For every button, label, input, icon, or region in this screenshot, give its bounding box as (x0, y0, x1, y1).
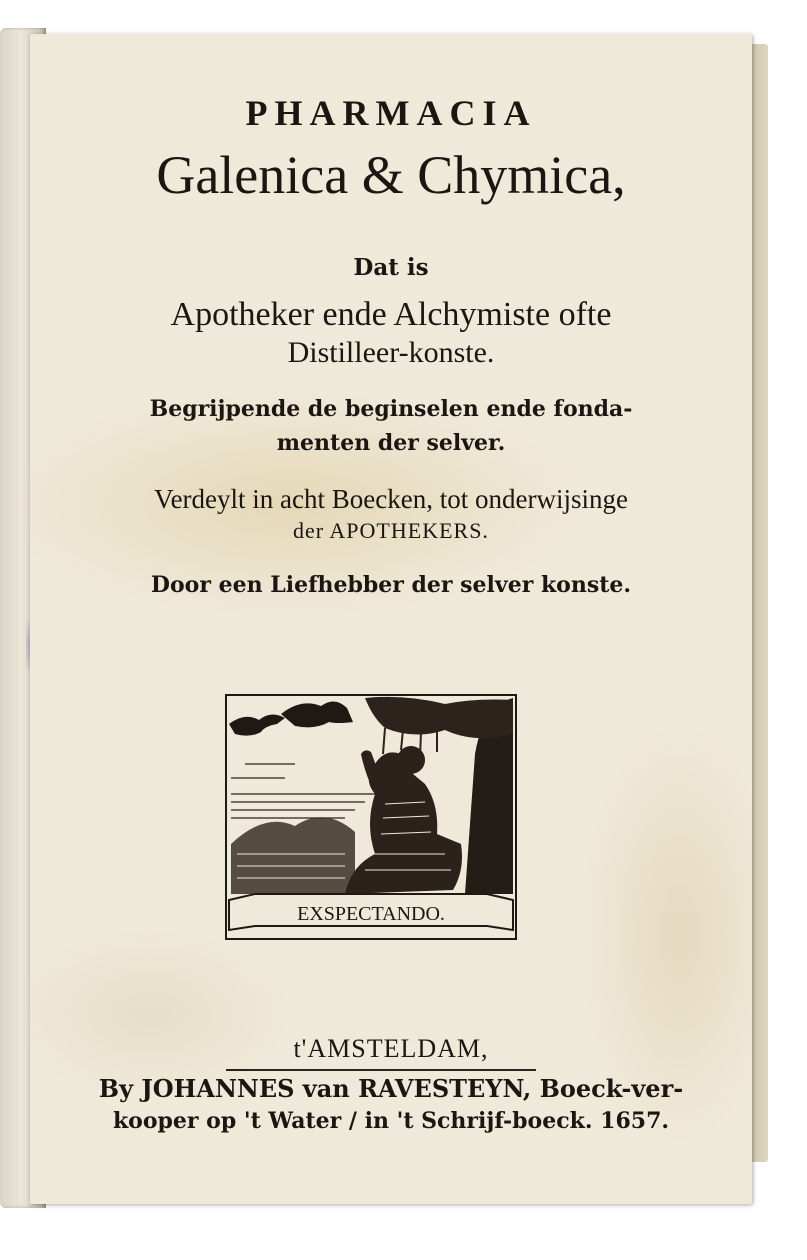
author-line: Door een Liefhebber der selver konste. (150, 572, 632, 598)
dat-is-line: Dat is (353, 254, 429, 281)
device-motto: EXSPECTANDO. (297, 903, 445, 925)
subtitle-line-1: Apotheker ende Alchymiste ofte (170, 296, 612, 333)
title-page (30, 34, 752, 1204)
title-line-1: PHARMACIA (245, 93, 537, 133)
imprint-rule (226, 1069, 536, 1071)
verdeylt-line-2: der APOTHEKERS. (293, 518, 489, 543)
imprint-line-1: By JOHANNES van RAVESTEYN, Boeck-ver- (98, 1074, 684, 1103)
printers-device-woodcut (225, 694, 517, 940)
blackletter-line-1: Begrijpende de beginselen ende fonda- (149, 396, 633, 422)
blackletter-line-2: menten der selver. (276, 430, 506, 456)
imprint-line-2: kooper op 't Water / in 't Schrijf-boeck. 1657. (112, 1108, 670, 1134)
imprint-city: t'AMSTELDAM, (293, 1034, 489, 1063)
verdeylt-line-1: Verdeylt in acht Boecken, tot onderwijsinge (154, 484, 628, 514)
subtitle-line-2: Distilleer-konste. (287, 336, 495, 369)
title-line-2: Galenica & Chymica, (156, 145, 626, 205)
